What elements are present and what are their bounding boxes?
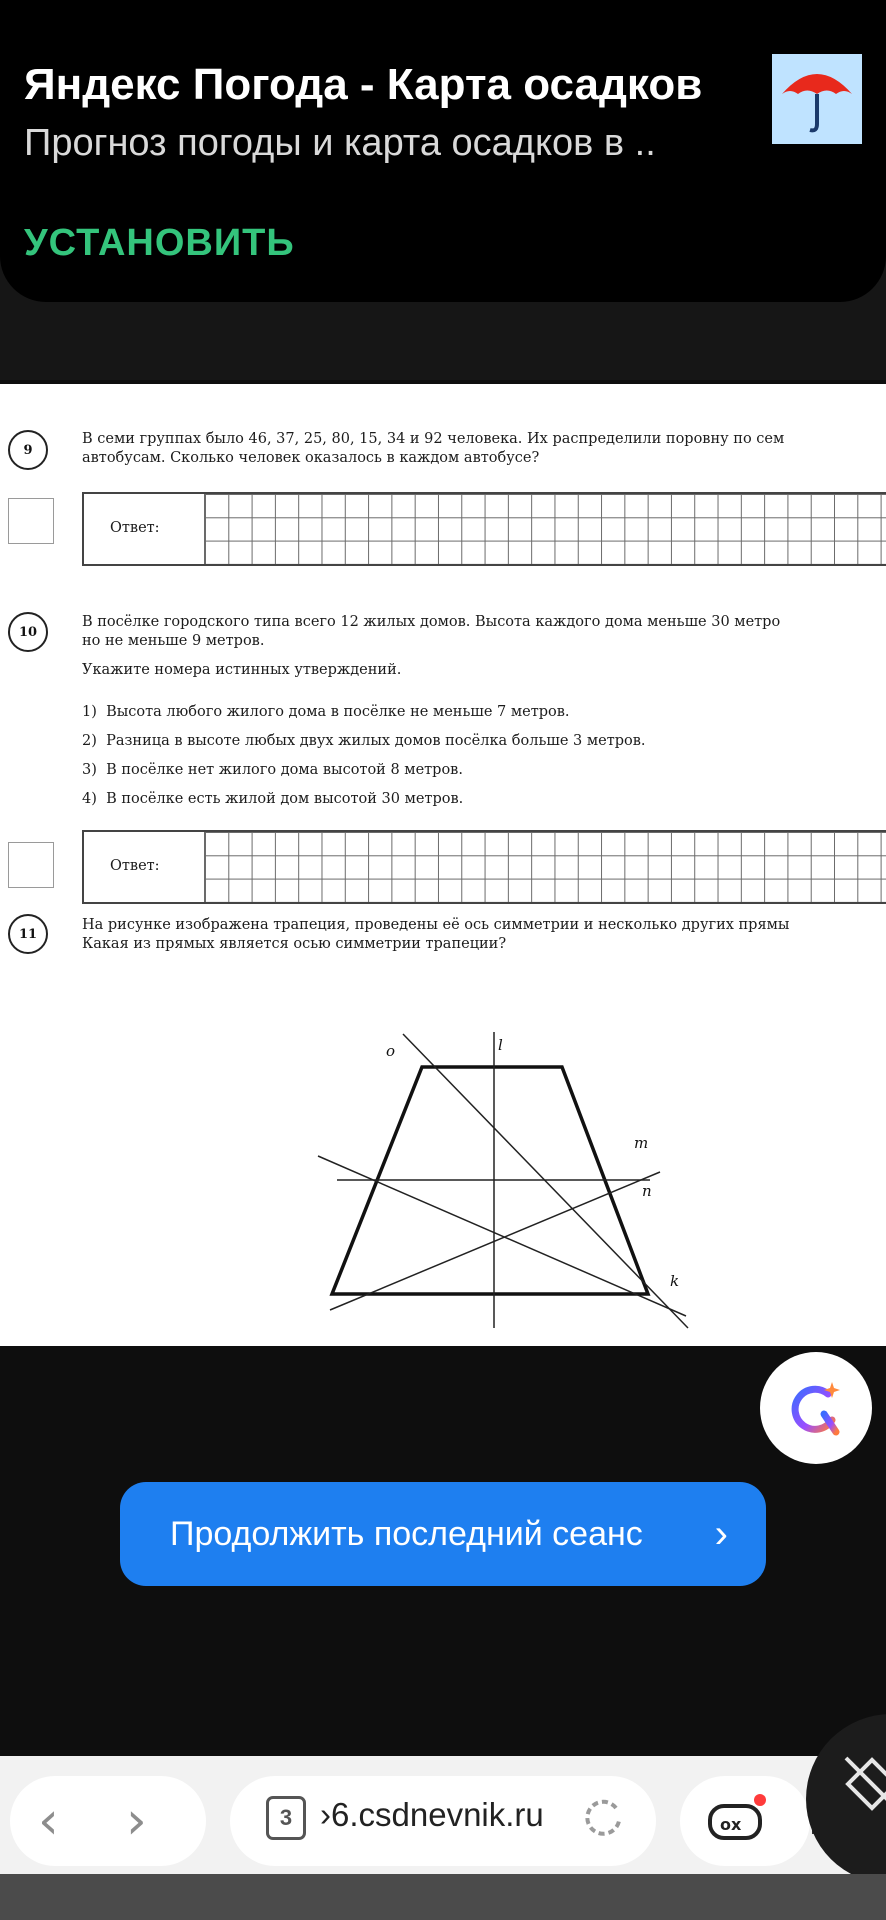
- figure-label-o: o: [386, 1042, 396, 1060]
- tabs-counter[interactable]: 3: [266, 1796, 306, 1840]
- gamepad-icon[interactable]: [706, 1792, 768, 1848]
- ad-subtitle: Прогноз погоды и карта осадков в ..: [24, 122, 656, 164]
- answer-label: Ответ:: [110, 520, 160, 536]
- question-text: Какая из прямых является осью симметрии трапеции?: [82, 936, 507, 952]
- figure-label-k: k: [670, 1272, 680, 1290]
- question-prompt: Укажите номера истинных утверждений.: [82, 662, 402, 678]
- question-text: но не меньше 9 метров.: [82, 633, 265, 649]
- question-number: 10: [8, 612, 48, 652]
- figure-label-n: n: [642, 1182, 652, 1200]
- svg-text:ox: ox: [720, 1815, 742, 1834]
- umbrella-icon: [772, 54, 862, 144]
- ad-banner[interactable]: [0, 0, 886, 302]
- continue-session-label: Продолжить последний сеанс: [170, 1515, 643, 1553]
- install-button[interactable]: УСТАНОВИТЬ: [24, 222, 295, 264]
- question-text: В семи группах было 46, 37, 25, 80, 15, 34 и 92 человека. Их распределили поровну по сем: [82, 431, 785, 447]
- ad-title: Яндекс Погода - Карта осадков: [24, 60, 703, 109]
- list-item: 3) В посёлке нет жилого дома высотой 8 метров.: [82, 762, 463, 778]
- question-number: 9: [8, 430, 48, 470]
- question-text: В посёлке городского типа всего 12 жилых домов. Высота каждого дома меньше 30 метро: [82, 614, 781, 630]
- answer-label: Ответ:: [110, 858, 160, 874]
- question-text: На рисунке изображена трапеция, проведены её ось симметрии и несколько других прямы: [82, 917, 790, 933]
- document-page: [0, 384, 886, 1346]
- url-text[interactable]: ›6.csdnevnik.ru: [320, 1796, 544, 1833]
- refresh-icon[interactable]: [580, 1794, 626, 1840]
- chevron-right-icon: ›: [714, 1512, 728, 1556]
- figure-label-l: l: [498, 1036, 503, 1054]
- figure-label-m: m: [634, 1134, 649, 1152]
- chevron-right-icon[interactable]: ›: [126, 1791, 147, 1851]
- list-item: 4) В посёлке есть жилой дом высотой 30 метров.: [82, 791, 464, 807]
- trapezoid-figure: [0, 384, 886, 1346]
- assistant-q-icon[interactable]: [760, 1352, 872, 1464]
- browser-bottom-bar: [0, 1756, 886, 1874]
- question-text: автобусам. Сколько человек оказалось в каждом автобусе?: [82, 450, 540, 466]
- question-number: 11: [8, 914, 48, 954]
- list-item: 2) Разница в высоте любых двух жилых домов посёлка больше 3 метров.: [82, 733, 646, 749]
- chevron-left-icon[interactable]: ‹: [38, 1791, 59, 1851]
- continue-session-button[interactable]: [120, 1482, 766, 1586]
- system-nav-strip: [0, 1874, 886, 1920]
- list-item: 1) Высота любого жилого дома в посёлке не меньше 7 метров.: [82, 704, 570, 720]
